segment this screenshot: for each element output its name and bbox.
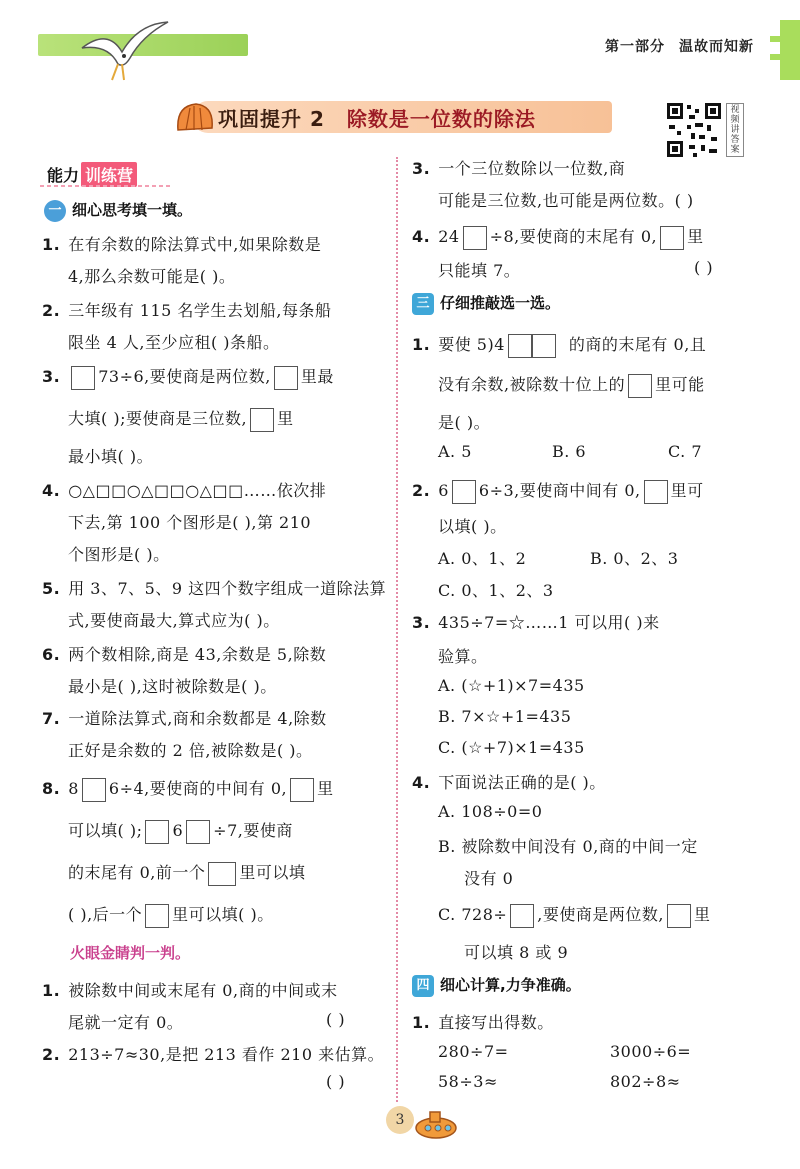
training-camp-label: 能力 训练营 <box>47 162 137 187</box>
blank-box[interactable] <box>145 904 169 928</box>
q1-line2: 4,那么余数可能是( )。 <box>68 267 236 286</box>
j1-line1: 1. 被除数中间或末尾有 0,商的中间或末 <box>42 981 338 1000</box>
q8-line2: 可以填( ); 6 ÷7,要使商 <box>68 818 293 844</box>
part-header: 第一部分 温故而知新 <box>605 39 754 55</box>
c1-line2: 没有余数,被除数十位上的 里可能 <box>438 372 705 398</box>
q3-line3: 最小填( )。 <box>68 447 154 466</box>
j2-line1: 2. 213÷7≈30,是把 213 看作 210 来估算。 <box>42 1045 385 1064</box>
blank-box[interactable] <box>667 904 691 928</box>
c3-option-a[interactable]: A. (☆+1)×7=435 <box>438 676 585 695</box>
qr-code-icon[interactable] <box>665 101 723 159</box>
c4-option-a[interactable]: A. 108÷0=0 <box>438 802 543 821</box>
q6-line2: 最小是( ),这时被除数是( )。 <box>68 677 277 696</box>
blank-box[interactable] <box>532 334 556 358</box>
section-1-heading: 一 细心思考填一填。 <box>44 199 192 222</box>
calc-expression[interactable]: 3000÷6= <box>610 1042 692 1061</box>
q8-line1: 8. 8 6÷4,要使商的中间有 0, 里 <box>42 776 334 802</box>
blank-box[interactable] <box>290 778 314 802</box>
q3-line1: 3. 73÷6,要使商是两位数, 里最 <box>42 364 334 390</box>
c1-option-b[interactable]: B. 6 <box>552 442 587 461</box>
blank-box[interactable] <box>508 334 532 358</box>
blank-box[interactable] <box>71 366 95 390</box>
j2-answer-paren[interactable]: ( ) <box>326 1072 346 1091</box>
c3-line1: 3. 435÷7=☆……1 可以用( )来 <box>412 613 660 632</box>
blank-box[interactable] <box>274 366 298 390</box>
q7-line1: 7. 一道除法算式,商和余数都是 4,除数 <box>42 709 327 728</box>
q3-line2: 大填( );要使商是三位数, 里 <box>68 406 294 432</box>
blank-box[interactable] <box>208 862 236 886</box>
q7-line2: 正好是余数的 2 倍,被除数是( )。 <box>68 741 313 760</box>
q5-line2: 式,要使商最大,算式应为( )。 <box>68 611 280 630</box>
q2-line1: 2. 三年级有 115 名学生去划船,每条船 <box>42 301 332 320</box>
c3-line2: 验算。 <box>438 647 488 666</box>
j4-answer-paren[interactable]: ( ) <box>694 258 714 277</box>
q8-line4: ( ),后一个 里可以填( )。 <box>68 902 274 928</box>
c1-line1: 1. 要使 5)4 的商的末尾有 0,且 <box>412 332 706 358</box>
d1-title: 1. 直接写出得数。 <box>412 1013 554 1032</box>
calc-expression[interactable]: 280÷7= <box>438 1042 509 1061</box>
c4-option-b-line1[interactable]: B. 被除数中间没有 0,商的中间一定 <box>438 837 698 856</box>
c1-option-c[interactable]: C. 7 <box>668 442 703 461</box>
c4-option-c-line1[interactable]: C. 728÷ ,要使商是两位数, 里 <box>438 902 711 928</box>
q4-line2: 下去,第 100 个图形是( ),第 210 <box>68 513 312 532</box>
c1-option-a[interactable]: A. 5 <box>438 442 472 461</box>
c4-option-c-line2: 可以填 8 或 9 <box>464 943 569 962</box>
c4-option-b-line2: 没有 0 <box>464 869 514 888</box>
blank-box[interactable] <box>186 820 210 844</box>
q5-line1: 5. 用 3、7、5、9 这四个数字组成一道除法算 <box>42 579 387 598</box>
q4-line1: 4. ○△□□○△□□○△□□……依次排 <box>42 481 327 500</box>
j4-line2: 只能填 7。 <box>438 261 521 280</box>
page-title: 巩固提升 2 除数是一位数的除法 <box>218 107 536 131</box>
blank-box[interactable] <box>628 374 652 398</box>
c3-option-c[interactable]: C. (☆+7)×1=435 <box>438 738 585 757</box>
q4-line3: 个图形是( )。 <box>68 545 170 564</box>
edge-decoration <box>770 20 800 80</box>
submarine-icon <box>412 1102 460 1144</box>
shell-icon <box>172 100 216 136</box>
blank-box[interactable] <box>250 408 274 432</box>
j1-answer-paren[interactable]: ( ) <box>326 1010 346 1029</box>
section-2-heading: 火眼金睛判一判。 <box>70 944 191 962</box>
calc-expression[interactable]: 802÷8≈ <box>610 1072 681 1091</box>
j4-line1: 4. 24 ÷8,要使商的末尾有 0, 里 <box>412 224 704 250</box>
j1-line2: 尾就一定有 0。 <box>68 1013 184 1032</box>
blank-box[interactable] <box>82 778 106 802</box>
blank-box[interactable] <box>510 904 534 928</box>
blank-box[interactable] <box>452 480 476 504</box>
q6-line1: 6. 两个数相除,商是 43,余数是 5,除数 <box>42 645 327 664</box>
q8-line3: 的末尾有 0,前一个 里可以填 <box>68 860 305 886</box>
blank-box[interactable] <box>145 820 169 844</box>
c2-line2: 以填( )。 <box>438 517 507 536</box>
blank-box[interactable] <box>644 480 668 504</box>
section-3-heading: 三 仔细推敲选一选。 <box>412 292 560 315</box>
section-4-heading: 四 细心计算,力争准确。 <box>412 974 581 997</box>
calc-expression[interactable]: 58÷3≈ <box>438 1072 498 1091</box>
q2-line2: 限坐 4 人,至少应租( )条船。 <box>68 333 280 352</box>
j3-line2: 可能是三位数,也可能是两位数。( ) <box>438 191 694 210</box>
c4-line1: 4. 下面说法正确的是( )。 <box>412 773 606 792</box>
c2-option-a[interactable]: A. 0、1、2 <box>438 549 527 568</box>
camp-underline <box>40 185 170 187</box>
q1-line1: 1. 在有余数的除法算式中,如果除数是 <box>42 235 322 254</box>
blank-box[interactable] <box>660 226 684 250</box>
page-number: 3 <box>386 1106 414 1134</box>
j3-line1: 3. 一个三位数除以一位数,商 <box>412 159 626 178</box>
column-divider <box>396 157 398 1102</box>
seagull-icon <box>78 18 170 84</box>
blank-box[interactable] <box>463 226 487 250</box>
c3-option-b[interactable]: B. 7×☆+1=435 <box>438 707 572 726</box>
c2-option-b[interactable]: B. 0、2、3 <box>590 549 679 568</box>
c2-line1: 2. 6 6÷3,要使商中间有 0, 里可 <box>412 478 704 504</box>
qr-label: 视频讲答案 <box>726 103 744 157</box>
c1-line3: 是( )。 <box>438 413 491 432</box>
c2-option-c[interactable]: C. 0、1、2、3 <box>438 581 554 600</box>
